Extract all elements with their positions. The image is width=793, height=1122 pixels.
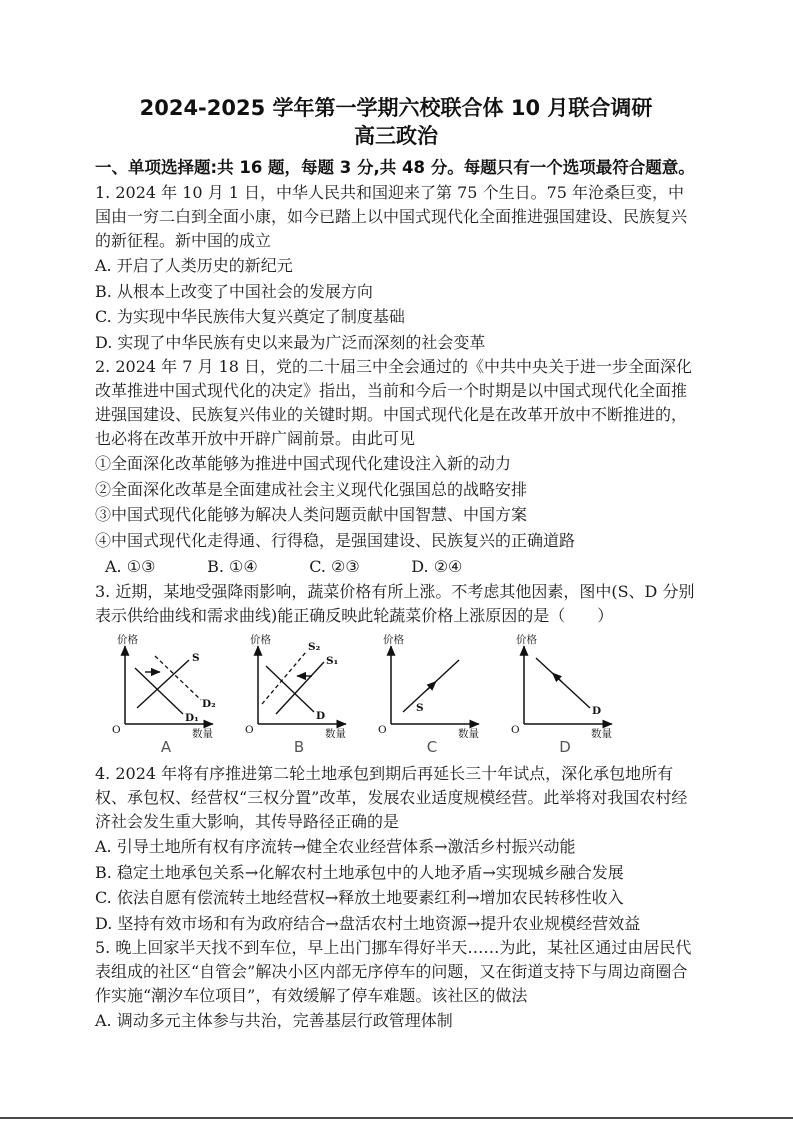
supply-curve-1 [276, 662, 324, 714]
question-1-option-d: D. 实现了中华民族有史以来最为广泛而深刻的社会变革 [95, 332, 486, 352]
origin-label: O [245, 724, 254, 736]
y-axis-label: 价格 [117, 634, 138, 646]
question-2-item-1: ①全面深化改革能够为推进中国式现代化建设注入新的动力 [95, 454, 512, 473]
question-2-answer-row [105, 553, 697, 580]
question-1-option-a: A. 开启了人类历史的新纪元 [95, 256, 293, 275]
supply-label: S [416, 702, 424, 714]
question-2-answer-b: B. ①④ [207, 557, 258, 576]
demand-2-label: D₂ [202, 698, 216, 710]
supply-curve [137, 660, 189, 708]
origin-label: O [378, 724, 387, 736]
question-4-stem: 4. 2024 年将有序推进第二轮土地承包到期后再延长三十年试点，深化承包地所有权、承包权、经营权“三权分置”改革，发展农业适度规模经营。此举将对我国农村经济社会发生重大影响，其传导路径正确的是 [95, 764, 688, 831]
x-axis-label: 数量 [591, 728, 612, 738]
origin-label: O [511, 724, 520, 736]
graph-b [236, 634, 362, 756]
question-5-stem: 5. 晚上回家半天找不到车位，早上出门挪车得好半天……为此，某社区通过由居民代表组成的社区“自管会”解决小区内部无序停车的问题，又在街道支持下与周边商圈合作实施“潮汐车位项目”，有效缓解了停车难题。该社区的做法 [95, 938, 692, 1005]
x-axis-label: 数量 [325, 728, 346, 738]
question-2 [95, 355, 697, 580]
question-1-stem: 1. 2024 年 10 月 1 日，中华人民共和国迎来了第 75 个生日。75 年沧桑巨变，中国由一穷二白到全面小康，如今已踏上以中国式现代化全面推进强国建设、民族复兴的新征程。新中国的成立 [95, 183, 688, 250]
supply-label: S [192, 652, 200, 664]
graph-a-letter: A [160, 738, 172, 756]
movement-up-arrow-icon [427, 682, 436, 691]
supply-1-label: S₁ [326, 655, 339, 667]
exam-content [95, 94, 697, 1034]
question-2-item-3: ③中国式现代化能够为解决人类问题贡献中国智慧、中国方案 [95, 505, 528, 524]
graph-c [369, 634, 495, 756]
question-4-option-c: C. 依法自愿有偿流转土地经营权→释放土地要素红利→增加农民转移性收入 [95, 888, 624, 907]
question-1-option-b: B. 从根本上改变了中国社会的发展方向 [95, 281, 373, 301]
y-axis-label: 价格 [383, 634, 404, 646]
question-2-item-4: ④中国式现代化走得通、行得稳，是强国建设、民族复兴的正确道路 [95, 530, 576, 550]
graph-b-letter: B [293, 738, 305, 756]
question-1 [95, 181, 697, 355]
question-2-answer-d: D. ②④ [411, 557, 463, 576]
graph-b-plot [236, 634, 362, 738]
question-4-option-d: D. 坚持有效市场和有为政府结合→盘活农村土地资源→提升农业规模经营效益 [95, 913, 641, 933]
supply-2-label: S₂ [308, 641, 321, 653]
demand-curve [266, 666, 314, 712]
exam-subtitle: 高三政治 [354, 124, 438, 148]
question-4-option-a: A. 引导土地所有权有序流转→健全农业经营体系→激活乡村振兴动能 [95, 837, 576, 856]
question-3-graphs [103, 634, 697, 756]
demand-1-label: D₁ [185, 712, 199, 724]
x-axis-label: 数量 [458, 728, 479, 738]
question-3-stem: 3. 近期，某地受强降雨影响，蔬菜价格有所上涨。不考虑其他因素，图中(S、D 分别表示供给曲线和需求曲线)能正确反映此轮蔬菜价格上涨原因的是（ ） [95, 582, 695, 625]
graph-d [502, 634, 628, 756]
question-3 [95, 580, 697, 756]
graph-d-letter: D [559, 738, 571, 756]
question-2-answer-c: C. ②③ [309, 557, 360, 576]
graph-a-plot [103, 634, 229, 738]
graph-c-letter: C [426, 738, 438, 756]
graph-a [103, 634, 229, 756]
y-axis-label: 价格 [250, 634, 271, 646]
graph-c-plot [369, 634, 495, 738]
origin-label: O [112, 724, 121, 736]
exam-title: 2024-2025 学年第一学期六校联合体 10 月联合调研 [139, 96, 653, 120]
demand-label: D [592, 705, 602, 717]
supply-curve-2-dashed [262, 652, 306, 704]
demand-label: D [316, 710, 326, 722]
page-bottom-border [0, 1117, 793, 1120]
graph-d-plot [502, 634, 628, 738]
demand-curve [536, 658, 590, 708]
demand-curve-1 [135, 668, 183, 714]
y-axis-label: 价格 [516, 634, 537, 646]
question-2-stem: 2. 2024 年 7 月 18 日，党的二十届三中全会通过的《中共中央关于进一步全面深化改革推进中国式现代化的决定》指出，当前和今后一个时期是以中国式现代化全面推进强国建设、民族复兴伟业的关键时期。中国式现代化是在改革开放中不断推进的，也必将在改革开放中开辟广阔前景。由此可见 [95, 357, 693, 448]
question-4 [95, 762, 697, 936]
section-header: 一、单项选择题:共 16 题，每题 3 分,共 48 分。每题只有一个选项最符合题意。 [95, 158, 695, 177]
question-2-answer-a: A. ①③ [105, 557, 156, 576]
question-5 [95, 936, 697, 1034]
movement-up-arrow-icon [553, 673, 563, 682]
question-1-option-c: C. 为实现中华民族伟大复兴奠定了制度基础 [95, 307, 405, 326]
question-5-option-a: A. 调动多元主体参与共治，完善基层行政管理体制 [95, 1011, 453, 1030]
question-2-item-2: ②全面深化改革是全面建成社会主义现代化强国总的战略安排 [95, 479, 528, 499]
question-4-option-b: B. 稳定土地承包关系→化解农村土地承包中的人地矛盾→实现城乡融合发展 [95, 862, 624, 882]
x-axis-label: 数量 [192, 728, 213, 738]
